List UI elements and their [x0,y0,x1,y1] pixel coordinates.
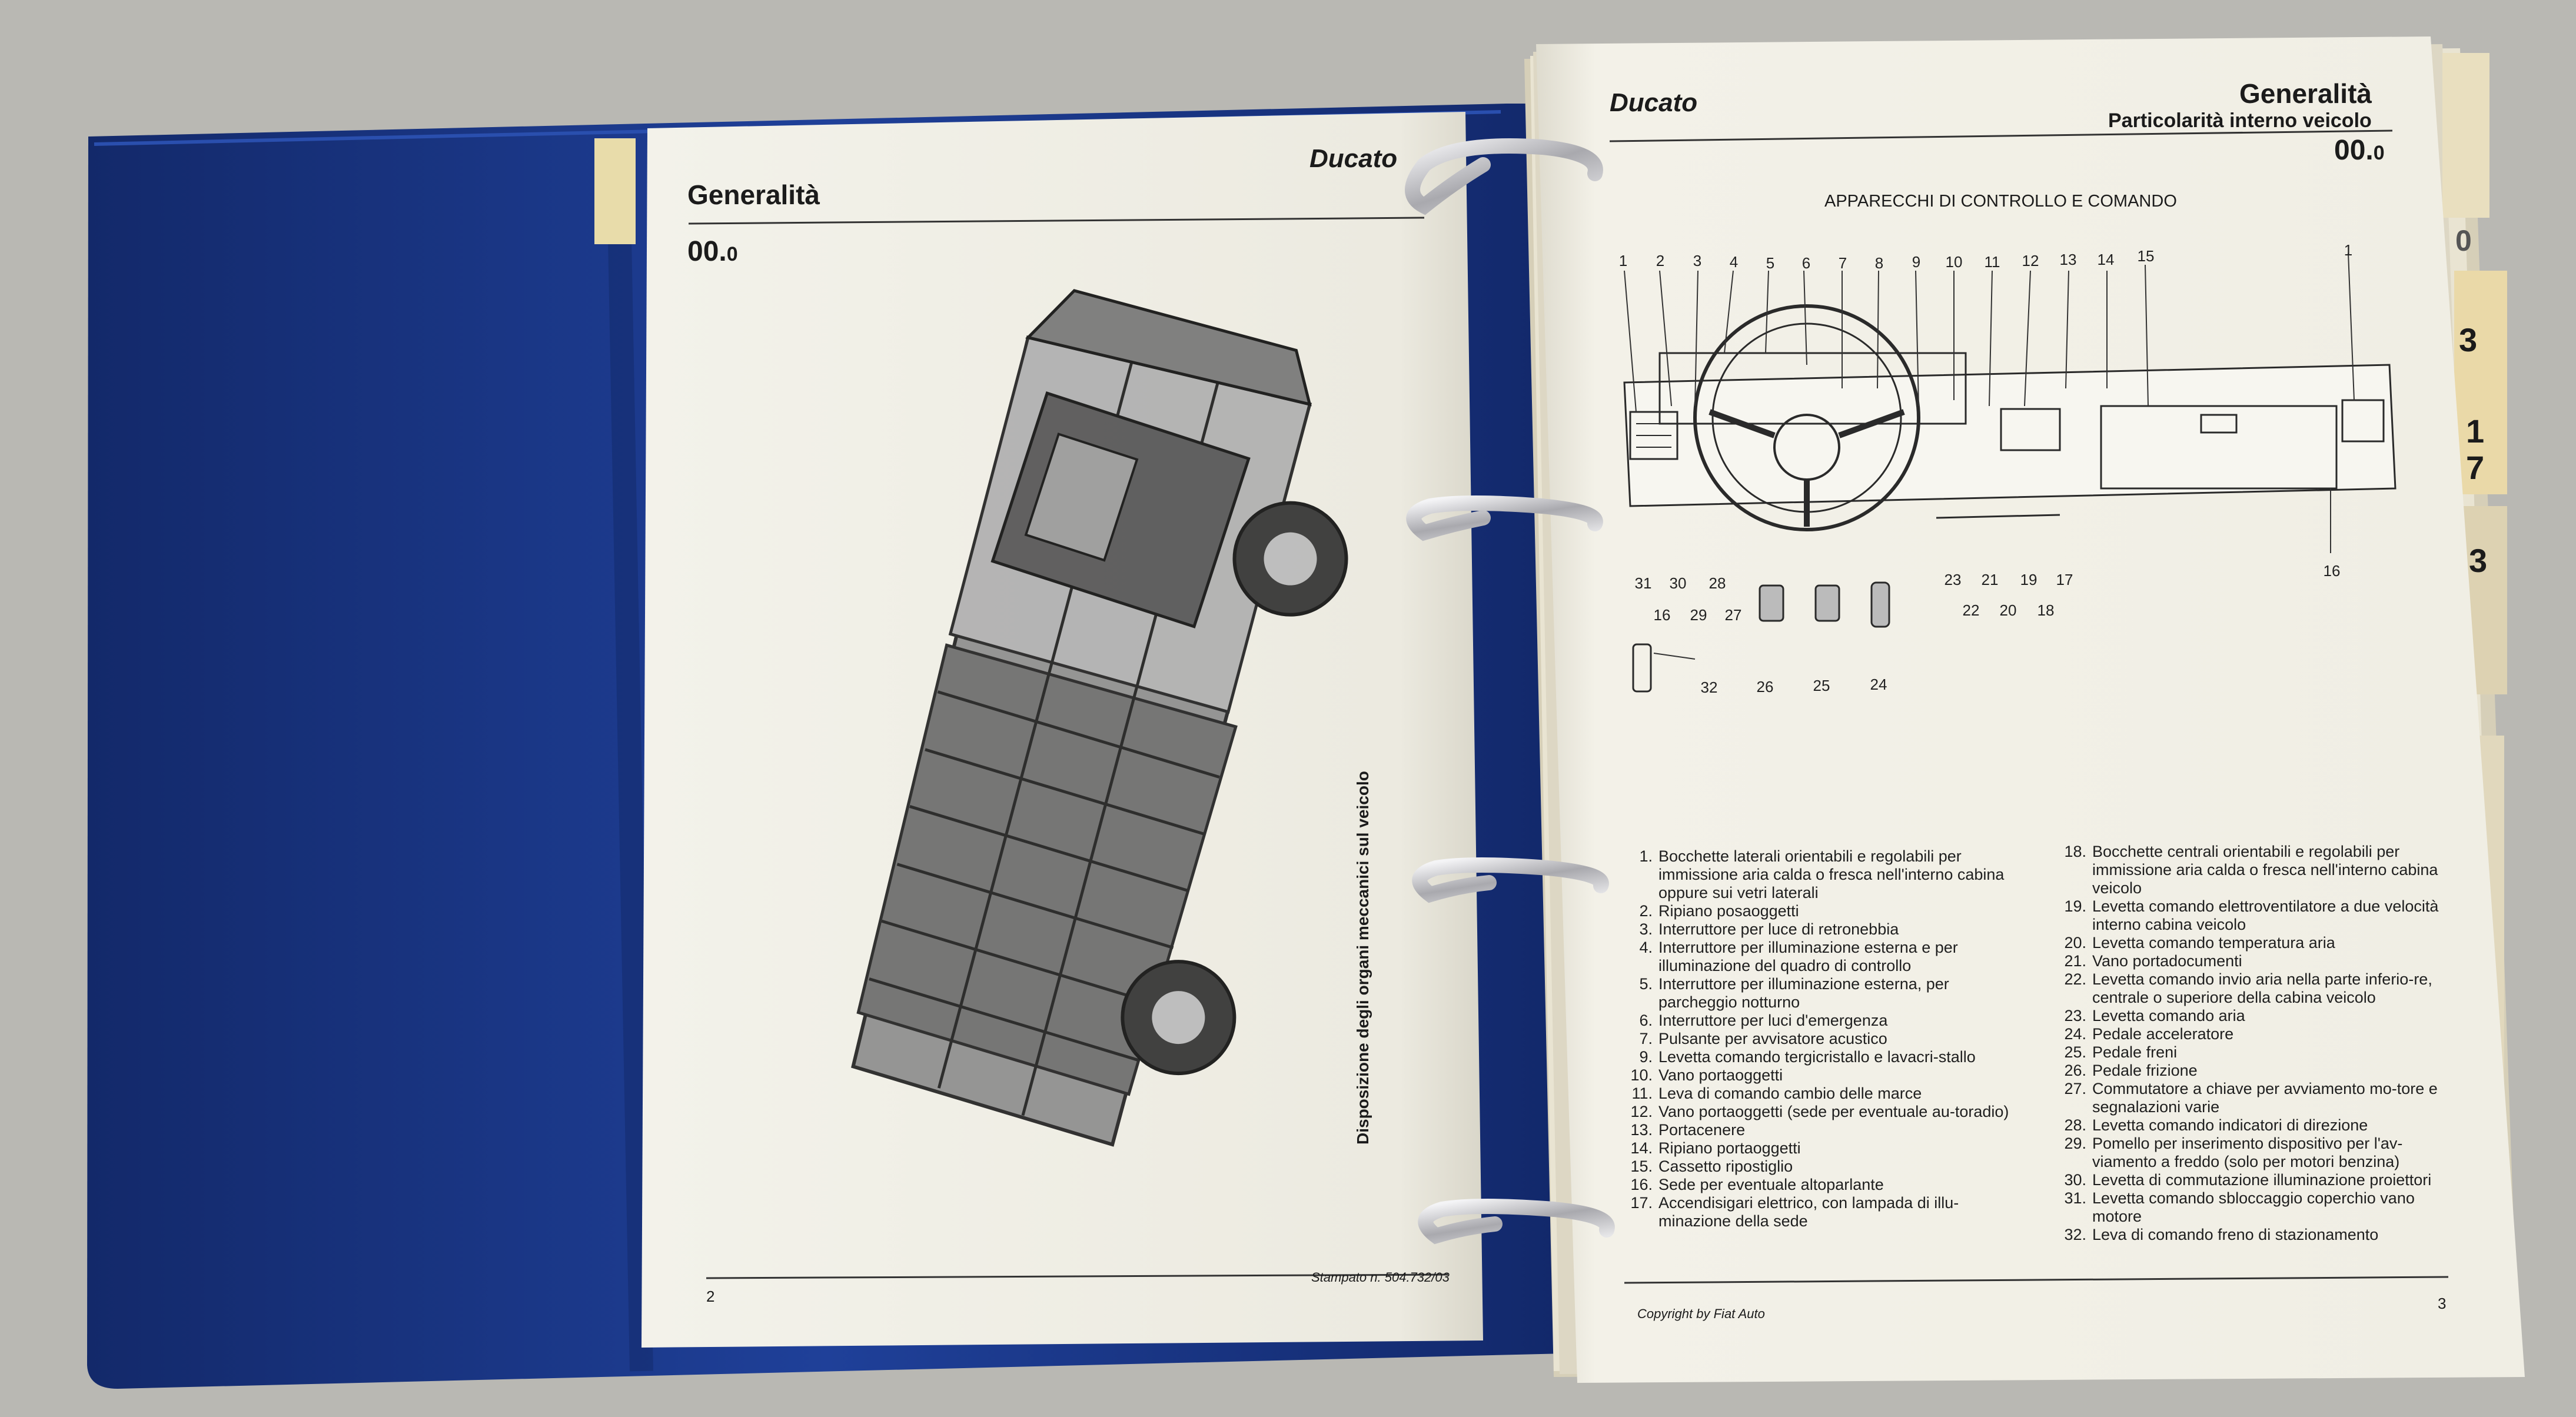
right-brand: Ducato [1610,88,1698,117]
callout: 24 [1870,676,1887,693]
legend-number: 25. [2064,1043,2086,1061]
callout: 9 [1912,253,1921,271]
right-section-title: Generalità [2239,78,2372,109]
legend-item [2051,1171,2439,1189]
callout: 1 [1618,252,1628,270]
legend-text: Levetta di commutazione illuminazione proiettori [2092,1171,2432,1189]
legend-text: Leva di comando cambio delle marce [1658,1085,1922,1102]
figure-title: APPARECCHI DI CONTROLLO E COMANDO [1824,192,2177,211]
callout: 11 [1984,253,2000,271]
right-section-code-suffix: 0 [2373,142,2385,164]
legend-text: Levetta comando temperatura aria [2092,934,2335,952]
legend-text: Commutatore a chiave per avviamento mo-tore e segnalazioni varie [2092,1080,2438,1116]
legend-number: 10. [1630,1066,1653,1084]
legend-item [1624,1085,2013,1103]
legend-item [1624,1139,2013,1157]
legend-item [1624,1048,2013,1066]
legend-right [2051,843,2439,1244]
right-section-code [2334,134,2385,167]
legend-number: 5. [1639,975,1653,993]
legend-number: 1. [1639,847,1653,865]
legend-text: Levetta comando indicatori di direzione [2092,1116,2368,1134]
legend-number: 26. [2064,1062,2086,1079]
callout: 2 [1656,252,1665,270]
legend-text: Vano portaoggetti (sede per eventuale au-toradio) [1658,1103,2009,1120]
callout: 14 [2097,251,2115,268]
right-section-subtitle: Particolarità interno veicolo [2108,109,2372,132]
right-page-number: 3 [2438,1295,2447,1312]
legend-item [2051,1062,2439,1080]
legend-item [1624,939,2013,975]
legend-number: 27. [2064,1080,2086,1097]
legend-number: 20. [2064,934,2086,952]
legend-item [1624,1157,2013,1176]
callout: 19 [2020,571,2037,588]
left-section-title: Generalità [687,179,820,210]
legend-text: Portacenere [1658,1121,1746,1139]
legend-item [2051,1189,2439,1226]
legend-number: 9. [1639,1048,1653,1066]
legend-item [2051,934,2439,952]
legend-number: 6. [1639,1012,1653,1029]
legend-number: 7. [1639,1030,1653,1047]
left-section-code-suffix: 0 [726,243,738,265]
callout: 18 [2037,601,2055,619]
callout-16-right: 16 [2323,562,2341,580]
callout: 28 [1709,574,1726,592]
callout: 31 [1634,574,1652,592]
callout: 5 [1766,254,1775,272]
legend-text: Levetta comando sbloccaggio coperchio vano motore [2092,1189,2415,1225]
left-page-number: 2 [706,1288,715,1305]
legend-item [1624,1121,2013,1139]
legend-number: 15. [1630,1157,1653,1175]
legend-item [1624,920,2013,939]
callout: 22 [1962,601,1980,619]
legend-number: 11. [1631,1085,1653,1102]
legend-text: Levetta comando tergicristallo e lavacri-stallo [1658,1048,1976,1066]
legend-text: Interruttore per luce di retronebbia [1658,920,1899,938]
callout: 6 [1801,254,1811,272]
legend-item [1624,1066,2013,1085]
callout: 15 [2137,247,2155,265]
legend-item [2051,1116,2439,1135]
legend-number: 28. [2064,1116,2086,1134]
legend-number: 18. [2064,843,2086,860]
legend-text: Bocchette centrali orientabili e regolabili per immissione aria calda o fresca nell'interno cabina veicolo [2092,843,2438,897]
callout: 3 [1693,252,1702,270]
legend-item [1624,1012,2013,1030]
callout: 23 [1944,571,1962,588]
legend-text: Bocchette laterali orientabili e regolabili per immissione aria calda o fresca nell'interno cabina oppure sui vetri laterali [1658,847,2005,902]
legend-text: Leva di comando freno di stazionamento [2092,1226,2379,1243]
callout: 4 [1729,253,1739,271]
legend-item [2051,970,2439,1007]
tab-label: 3 [2469,542,2488,579]
legend-item [2051,1080,2439,1116]
left-section-code-main: 00. [687,236,727,267]
legend-number: 29. [2064,1135,2086,1152]
legend-item [1624,1030,2013,1048]
legend-text: Pedale acceleratore [2092,1025,2234,1043]
tab-label: 3 [2459,321,2478,358]
callout: 30 [1669,574,1687,592]
legend-left [1624,847,2013,1230]
legend-text: Interruttore per luci d'emergenza [1658,1012,1888,1029]
legend-number: 2. [1639,902,1653,920]
legend-number: 17. [1630,1194,1653,1212]
callout: 8 [1874,254,1884,272]
legend-item [1624,902,2013,920]
legend-text: Pomello per inserimento dispositivo per l'av-viamento a freddo (solo per motori benzina) [2092,1135,2403,1170]
legend-text: Sede per eventuale altoparlante [1658,1176,1884,1193]
callout: 10 [1945,253,1963,271]
callout: 29 [1690,606,1707,624]
legend-number: 3. [1639,920,1653,938]
legend-number: 19. [2064,897,2086,915]
legend-text: Pedale freni [2092,1043,2178,1061]
left-section-code [687,235,738,268]
callout: 12 [2022,252,2039,270]
callout: 7 [1838,254,1847,272]
legend-text: Accendisigari elettrico, con lampada di illu-minazione della sede [1658,1194,1959,1230]
copyright: Copyright by Fiat Auto [1637,1306,1765,1321]
legend-item [2051,843,2439,897]
legend-item [1624,1103,2013,1121]
legend-number: 24. [2064,1025,2086,1043]
left-brand: Ducato [1309,144,1398,173]
callout: 17 [2056,571,2073,588]
callout: 20 [1999,601,2017,619]
legend-number: 16. [1630,1176,1653,1193]
legend-text: Ripiano portaoggetti [1658,1139,1801,1157]
legend-text: Interruttore per illuminazione esterna, per parcheggio notturno [1658,975,1949,1011]
callout: 27 [1724,606,1742,624]
legend-item [1624,847,2013,902]
legend-text: Pedale frizione [2092,1062,2198,1079]
legend-number: 14. [1630,1139,1653,1157]
legend-text: Levetta comando invio aria nella parte inferio-re, centrale o superiore della cabina veicolo [2092,970,2432,1006]
legend-number: 32. [2064,1226,2086,1243]
legend-item [2051,1007,2439,1025]
legend-item [2051,952,2439,970]
left-print-ref: Stampato n. 504.732/03 [1311,1270,1450,1285]
tab-label: 7 [2466,449,2485,486]
legend-number: 23. [2064,1007,2086,1025]
legend-number: 21. [2064,952,2086,970]
legend-text: Vano portaoggetti [1658,1066,1783,1084]
legend-item [2051,1043,2439,1062]
legend-number: 13. [1630,1121,1653,1139]
left-side-caption: Disposizione degli organi meccanici sul veicolo [1354,771,1372,1145]
legend-text: Pulsante per avvisatore acustico [1658,1030,1887,1047]
legend-number: 30. [2064,1171,2086,1189]
legend-item [2051,897,2439,934]
legend-number: 22. [2064,970,2086,988]
callout: 13 [2059,251,2077,268]
legend-number: 31. [2064,1189,2086,1207]
callout: 26 [1756,678,1774,696]
legend-number: 12. [1630,1103,1653,1120]
legend-item [1624,975,2013,1012]
legend-item [1624,1176,2013,1194]
legend-text: Interruttore per illuminazione esterna e per illuminazione del quadro di controllo [1658,939,1958,974]
legend-text: Levetta comando elettroventilatore a due velocità interno cabina veicolo [2092,897,2439,933]
legend-item [1624,1194,2013,1230]
legend-item [2051,1025,2439,1043]
right-section-code-main: 00. [2334,135,2374,166]
callout: 25 [1813,677,1830,694]
callout-32: 32 [1700,678,1718,696]
tab-label: 1 [2466,413,2485,450]
callout: 1 [2344,241,2353,259]
tab-label: 0 [2455,224,2472,257]
legend-text: Levetta comando aria [2092,1007,2245,1025]
legend-text: Vano portadocumenti [2092,952,2242,970]
legend-item [2051,1135,2439,1171]
legend-text: Cassetto ripostiglio [1658,1157,1793,1175]
callout: 16 [1653,606,1671,624]
legend-item [2051,1226,2439,1244]
legend-number: 4. [1639,939,1653,956]
callout: 21 [1981,571,1999,588]
legend-text: Ripiano posaoggetti [1658,902,1799,920]
